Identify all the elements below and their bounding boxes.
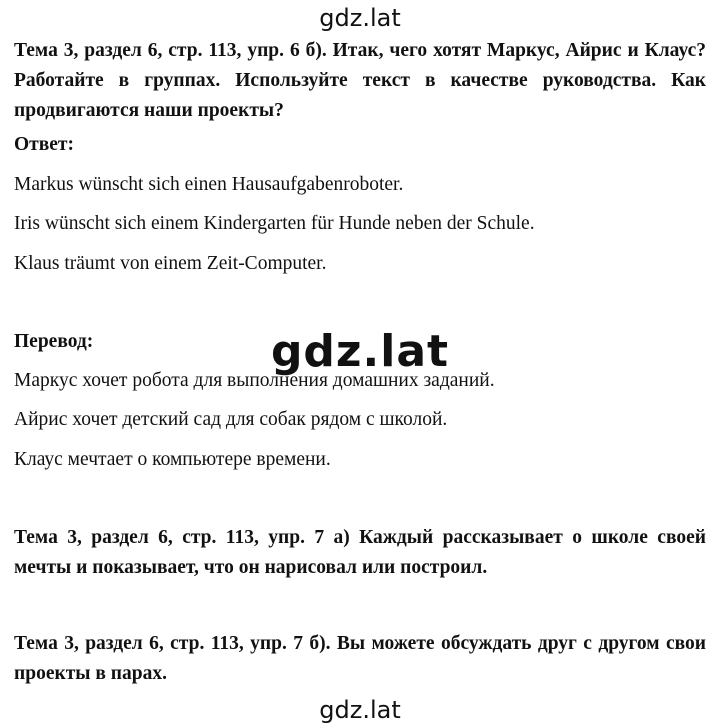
task-heading-7b: Тема 3, раздел 6, стр. 113, упр. 7 б). Вы можете обсуждать друг с другом свои проекты в парах. <box>14 633 706 684</box>
translation-line-1: Маркус хочет робота для выполнения домашних заданий. <box>14 370 495 391</box>
answer-line-3: Klaus träumt von einem Zeit-Computer. <box>14 253 327 274</box>
watermark-middle: gdz.lat <box>270 326 450 377</box>
answer-line-2: Iris wünscht sich einem Kindergarten für Hunde neben der Schule. <box>14 213 535 234</box>
translation-label: Перевод: <box>14 331 94 352</box>
answer-line-1: Markus wünscht sich einen Hausaufgabenroboter. <box>14 174 404 195</box>
task-heading-6b: Тема 3, раздел 6, стр. 113, упр. 6 б). Итак, чего хотят Маркус, Айрис и Клаус? Работайте в группах. Используйте текст в качестве руководства. Как продвигаются наши проекты? <box>14 40 706 121</box>
translation-line-3: Клаус мечтает о компьютере времени. <box>14 449 331 470</box>
watermark-top: gdz.lat <box>319 4 401 32</box>
task-heading-7a: Тема 3, раздел 6, стр. 113, упр. 7 а) Каждый рассказывает о школе своей мечты и показывает, что он нарисовал или построил. <box>14 527 706 578</box>
watermark-bottom: gdz.lat <box>319 696 401 724</box>
translation-line-2: Айрис хочет детский сад для собак рядом с школой. <box>14 409 448 430</box>
answer-label: Ответ: <box>14 134 75 155</box>
